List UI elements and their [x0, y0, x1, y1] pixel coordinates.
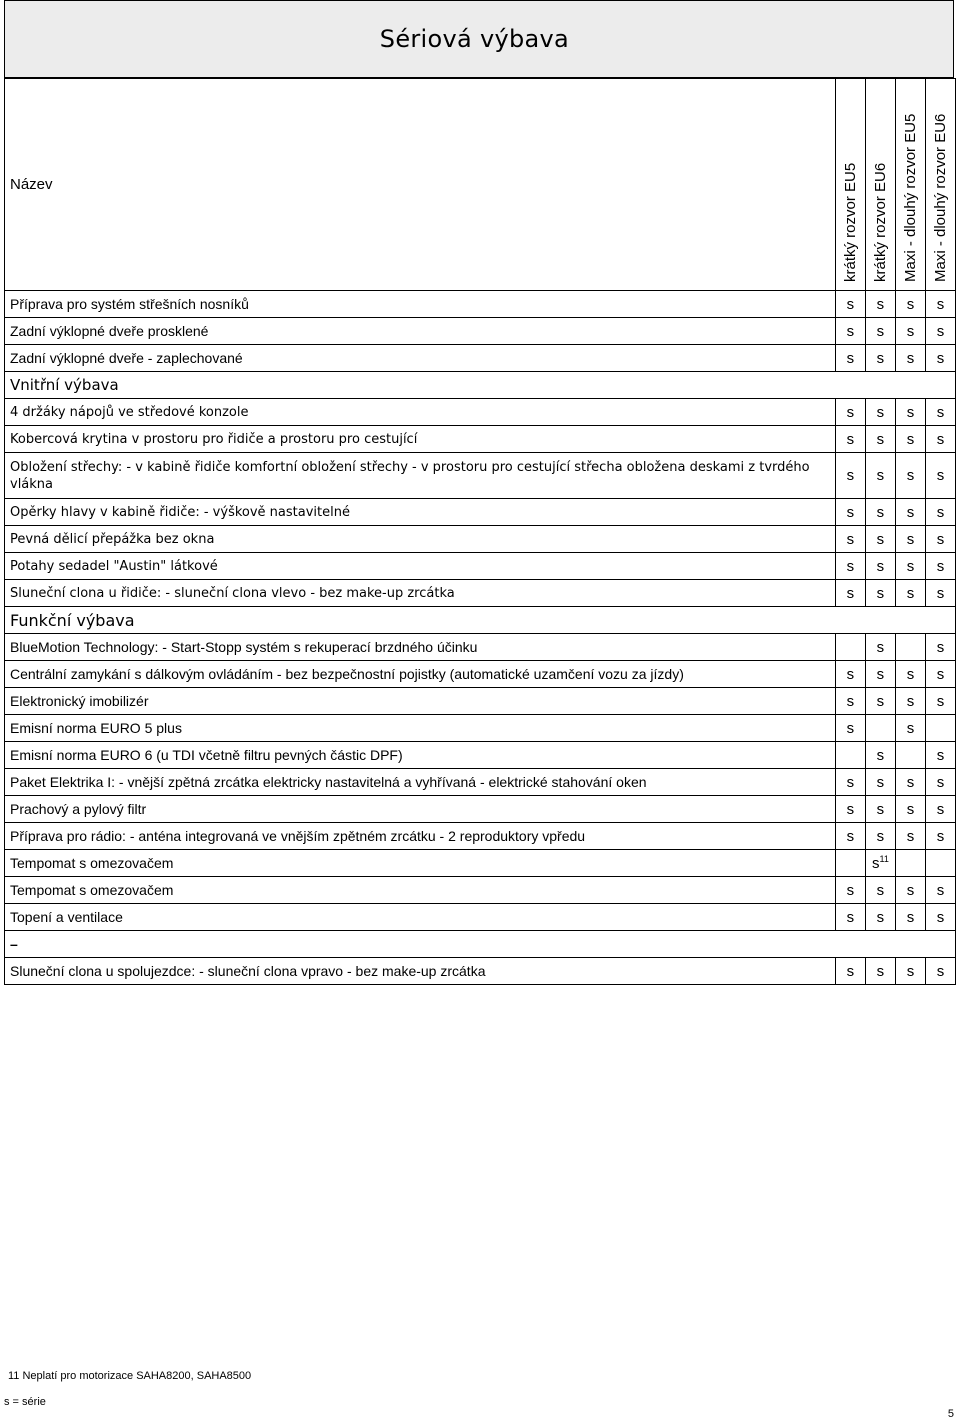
availability-mark: s [936, 530, 945, 548]
name-column-header: Název [5, 79, 836, 291]
table-row [5, 318, 956, 345]
availability-mark: s [936, 584, 945, 602]
availability-mark: s [936, 962, 945, 980]
table-row [5, 634, 956, 661]
availability-cell [865, 661, 895, 688]
availability-mark: s [936, 557, 945, 575]
availability-cell [895, 345, 925, 372]
table-row [5, 769, 956, 796]
availability-cell [835, 769, 865, 796]
availability-mark: s [906, 962, 915, 980]
availability-cell [835, 796, 865, 823]
availability-mark: s [846, 692, 855, 710]
availability-mark: s [906, 692, 915, 710]
equipment-name: Kobercová krytina v prostoru pro řidiče a prostoru pro cestující [5, 426, 836, 453]
availability-mark: s [936, 503, 945, 521]
availability-cell [895, 796, 925, 823]
availability-mark: s [876, 746, 885, 764]
availability-cell [835, 553, 865, 580]
availability-mark: s [876, 467, 885, 484]
availability-cell [865, 688, 895, 715]
availability-mark: s [936, 692, 945, 710]
availability-mark: s [876, 962, 885, 980]
availability-mark: s [906, 827, 915, 845]
availability-cell [865, 742, 895, 769]
equipment-name: Obložení střechy: - v kabině řidiče komfortní obložení střechy - v prostoru pro cestující střecha obložena deskami z tvrdého vlákna [5, 453, 836, 499]
availability-mark: s [876, 530, 885, 548]
availability-mark: s [906, 430, 915, 448]
availability-mark: s [906, 665, 915, 683]
availability-mark: s [906, 403, 915, 421]
availability-mark: s [906, 881, 915, 899]
availability-mark: s [846, 908, 855, 926]
availability-mark: s [906, 467, 915, 484]
section-row [5, 372, 956, 399]
table-header-row [5, 79, 956, 291]
equipment-name: Emisní norma EURO 6 (u TDI včetně filtru pevných částic DPF) [5, 742, 836, 769]
availability-cell [925, 580, 955, 607]
equipment-name: BlueMotion Technology: - Start-Stopp systém s rekuperací brzdného účinku [5, 634, 836, 661]
availability-cell [865, 958, 895, 985]
table-row [5, 580, 956, 607]
availability-mark: s [906, 349, 915, 367]
availability-mark: s [871, 855, 880, 872]
availability-cell [835, 499, 865, 526]
availability-cell [835, 345, 865, 372]
availability-mark: s [936, 800, 945, 818]
availability-mark: s [936, 322, 945, 340]
availability-cell [865, 796, 895, 823]
availability-cell [865, 453, 895, 499]
availability-mark: s [846, 557, 855, 575]
column-header: Maxi - dlouhý rozvor EU6 [925, 79, 955, 291]
table-row [5, 345, 956, 372]
availability-cell [925, 318, 955, 345]
table-row [5, 823, 956, 850]
availability-cell [835, 634, 865, 661]
availability-cell [895, 453, 925, 499]
availability-cell [865, 850, 895, 877]
table-row [5, 661, 956, 688]
availability-cell [865, 715, 895, 742]
equipment-name: Paket Elektrika I: - vnější zpětná zrcátka elektricky nastavitelná a vyhřívaná - elektrické stahování oken [5, 769, 836, 796]
availability-cell [895, 742, 925, 769]
table-row [5, 553, 956, 580]
availability-cell [925, 426, 955, 453]
availability-mark: s [846, 827, 855, 845]
equipment-name: Příprava pro systém střešních nosníků [5, 291, 836, 318]
availability-cell [835, 688, 865, 715]
table-row [5, 850, 956, 877]
availability-mark: s [846, 665, 855, 683]
availability-mark: s [846, 530, 855, 548]
availability-cell [895, 850, 925, 877]
column-header: krátký rozvor EU6 [865, 79, 895, 291]
availability-cell [895, 769, 925, 796]
equipment-name: Prachový a pylový filtr [5, 796, 836, 823]
availability-mark: s [876, 584, 885, 602]
availability-cell [835, 426, 865, 453]
availability-cell [895, 580, 925, 607]
availability-mark: s [936, 881, 945, 899]
availability-mark: s [846, 881, 855, 899]
table-body [5, 291, 956, 985]
availability-mark: s [936, 746, 945, 764]
availability-mark: s [936, 295, 945, 313]
availability-cell [865, 291, 895, 318]
availability-cell [925, 526, 955, 553]
availability-cell [835, 715, 865, 742]
availability-cell [925, 399, 955, 426]
separator-dash: – [5, 931, 956, 958]
page-title: Sériová výbava [379, 25, 569, 53]
availability-cell [895, 318, 925, 345]
availability-cell [835, 661, 865, 688]
availability-cell [835, 850, 865, 877]
availability-cell [925, 634, 955, 661]
table-row [5, 904, 956, 931]
availability-cell [925, 553, 955, 580]
equipment-name: Sluneční clona u spolujezdce: - sluneční clona vpravo - bez make-up zrcátka [5, 958, 836, 985]
availability-mark: s [906, 557, 915, 575]
availability-mark: s [906, 773, 915, 791]
availability-cell [865, 580, 895, 607]
availability-cell [865, 823, 895, 850]
availability-mark: s [906, 295, 915, 313]
availability-mark: s [846, 584, 855, 602]
availability-mark: s [846, 962, 855, 980]
availability-cell [925, 958, 955, 985]
availability-mark: s [936, 665, 945, 683]
legend: s = série [4, 1396, 46, 1408]
availability-mark: s [876, 430, 885, 448]
equipment-name: Sluneční clona u řidiče: - sluneční clona vlevo - bez make-up zrcátka [5, 580, 836, 607]
availability-mark: s [876, 773, 885, 791]
availability-cell [895, 526, 925, 553]
availability-cell [925, 715, 955, 742]
availability-mark: s [876, 638, 885, 656]
table-row [5, 399, 956, 426]
availability-mark: s [936, 349, 945, 367]
availability-mark: s [876, 827, 885, 845]
availability-mark: s [846, 322, 855, 340]
availability-mark: s [876, 800, 885, 818]
availability-cell [925, 499, 955, 526]
availability-mark: s [936, 430, 945, 448]
availability-cell [865, 877, 895, 904]
availability-cell [895, 958, 925, 985]
availability-mark: s [876, 881, 885, 899]
availability-cell [865, 553, 895, 580]
equipment-name: Zadní výklopné dveře prosklené [5, 318, 836, 345]
section-label: Vnitřní výbava [5, 372, 956, 399]
availability-cell [925, 453, 955, 499]
availability-mark: s [936, 403, 945, 421]
equipment-name: Emisní norma EURO 5 plus [5, 715, 836, 742]
availability-mark: s [906, 908, 915, 926]
table-row [5, 526, 956, 553]
availability-mark: s [936, 908, 945, 926]
equipment-name: Pevná dělicí přepážka bez okna [5, 526, 836, 553]
table-row [5, 958, 956, 985]
availability-cell [865, 318, 895, 345]
availability-cell [895, 688, 925, 715]
availability-cell [925, 688, 955, 715]
availability-cell [895, 823, 925, 850]
table-row [5, 742, 956, 769]
availability-mark: s [846, 467, 855, 484]
availability-cell [925, 345, 955, 372]
availability-mark: s [876, 503, 885, 521]
availability-mark: s [846, 349, 855, 367]
equipment-name: Příprava pro rádio: - anténa integrovaná ve vnějším zpětném zrcátku - 2 reproduktory vpředu [5, 823, 836, 850]
table-row [5, 499, 956, 526]
availability-cell [865, 904, 895, 931]
availability-cell [895, 904, 925, 931]
availability-cell [925, 742, 955, 769]
page-number: 5 [947, 1408, 954, 1420]
availability-mark: s [936, 827, 945, 845]
availability-cell [895, 634, 925, 661]
equipment-name: Centrální zamykání s dálkovým ovládáním - bez bezpečnostní pojistky (automatické uzamčení vozu za jízdy) [5, 661, 836, 688]
availability-mark: s [876, 322, 885, 340]
footnote: 11 Neplatí pro motorizace SAHA8200, SAHA8500 [8, 1370, 252, 1382]
availability-mark: s [936, 467, 945, 484]
availability-mark: s [876, 349, 885, 367]
availability-cell [895, 399, 925, 426]
availability-cell [925, 291, 955, 318]
table-row [5, 688, 956, 715]
availability-mark: s [936, 773, 945, 791]
availability-mark: s [906, 530, 915, 548]
availability-cell [865, 426, 895, 453]
column-header: krátký rozvor EU5 [835, 79, 865, 291]
equipment-name: Elektronický imobilizér [5, 688, 836, 715]
availability-mark: s [876, 665, 885, 683]
availability-mark: s [846, 800, 855, 818]
footnote-ref: 11 [879, 854, 889, 864]
availability-cell [895, 715, 925, 742]
availability-cell [835, 823, 865, 850]
availability-mark: s [846, 403, 855, 421]
availability-cell [835, 580, 865, 607]
availability-cell [925, 823, 955, 850]
availability-cell [835, 399, 865, 426]
section-row [5, 607, 956, 634]
availability-mark: s [906, 584, 915, 602]
availability-mark: s [906, 503, 915, 521]
availability-mark: s [906, 719, 915, 737]
section-label: Funkční výbava [5, 607, 956, 634]
separator-row [5, 931, 956, 958]
availability-cell [865, 499, 895, 526]
availability-cell [895, 291, 925, 318]
availability-cell [835, 291, 865, 318]
table-row [5, 291, 956, 318]
equipment-name: Zadní výklopné dveře - zaplechované [5, 345, 836, 372]
availability-cell [835, 958, 865, 985]
availability-cell [865, 399, 895, 426]
equipment-name: Opěrky hlavy v kabině řidiče: - výškově nastavitelné [5, 499, 836, 526]
availability-cell [895, 553, 925, 580]
equipment-name: 4 držáky nápojů ve středové konzole [5, 399, 836, 426]
availability-mark: s [846, 773, 855, 791]
availability-cell [895, 661, 925, 688]
availability-mark: s [906, 800, 915, 818]
availability-cell [835, 877, 865, 904]
availability-cell [925, 904, 955, 931]
equipment-name: Tempomat s omezovačem [5, 850, 836, 877]
table-row [5, 796, 956, 823]
availability-mark: s [846, 503, 855, 521]
availability-mark: s [936, 638, 945, 656]
availability-mark: s [876, 908, 885, 926]
availability-cell [835, 318, 865, 345]
availability-cell [835, 453, 865, 499]
availability-cell [895, 426, 925, 453]
availability-mark: s [876, 403, 885, 421]
availability-cell [925, 850, 955, 877]
availability-mark: s [906, 322, 915, 340]
table-row [5, 715, 956, 742]
title-box [4, 0, 954, 78]
equipment-name: Potahy sedadel "Austin" látkové [5, 553, 836, 580]
availability-cell [925, 796, 955, 823]
availability-cell [895, 499, 925, 526]
availability-mark: s [876, 295, 885, 313]
table-row [5, 426, 956, 453]
availability-cell [925, 877, 955, 904]
availability-cell [895, 877, 925, 904]
availability-cell [865, 526, 895, 553]
availability-cell [925, 769, 955, 796]
table-row [5, 877, 956, 904]
equipment-name: Tempomat s omezovačem [5, 877, 836, 904]
column-header: Maxi - dlouhý rozvor EU5 [895, 79, 925, 291]
availability-cell [835, 904, 865, 931]
availability-cell [835, 742, 865, 769]
availability-mark: s [876, 692, 885, 710]
equipment-name: Topení a ventilace [5, 904, 836, 931]
availability-cell [835, 526, 865, 553]
availability-mark: s [846, 719, 855, 737]
equipment-table [4, 78, 956, 985]
availability-cell [865, 634, 895, 661]
availability-mark: s [846, 430, 855, 448]
availability-cell [865, 345, 895, 372]
table-row [5, 453, 956, 499]
availability-cell [865, 769, 895, 796]
availability-mark: s [846, 295, 855, 313]
availability-mark: s [876, 557, 885, 575]
availability-cell [925, 661, 955, 688]
